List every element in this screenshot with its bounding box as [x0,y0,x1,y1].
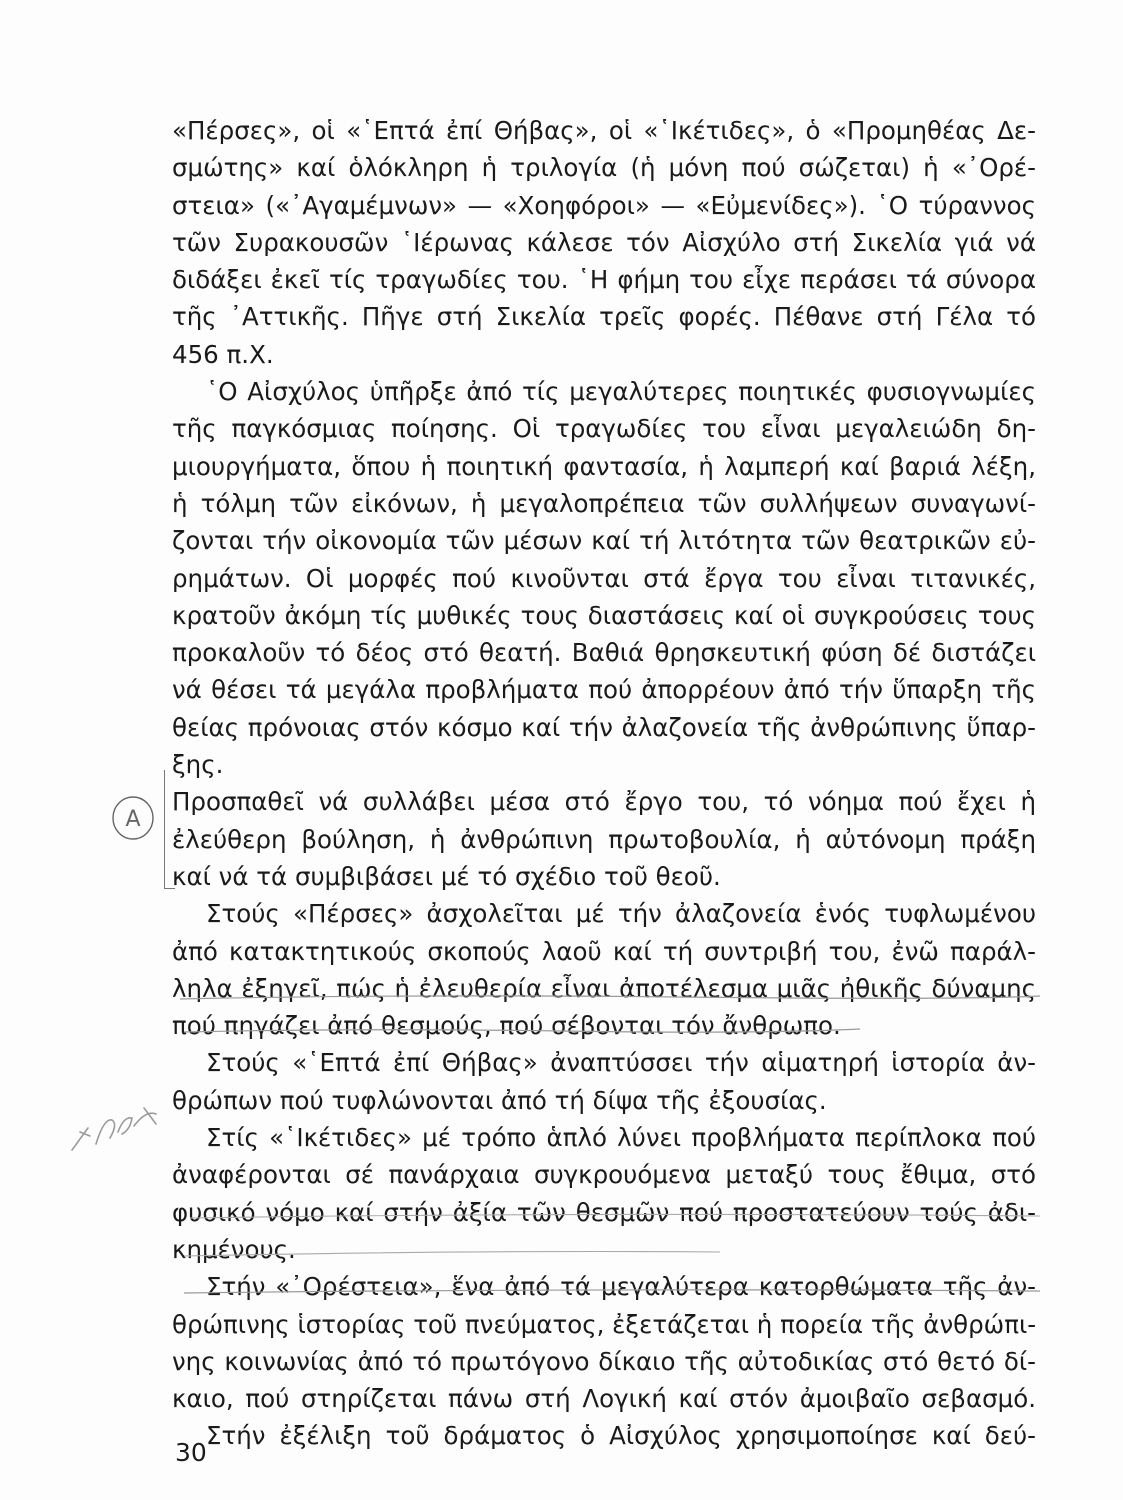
text-line: πού πηγάζει ἀπό θεσμούς, πού σέβονται τόν ἄνθρωπο. [172,1011,841,1041]
margin-bracket [164,770,175,889]
text-line: ρημάτων. Οἱ μορφές πού κινοῦνται στά ἔργα του εἶναι τιτανικές, [172,563,1036,593]
text-line: ζονται τήν οἰκονομία τῶν μέσων καί τή λιτότητα τῶν θεατρικῶν εὐ- [172,526,1036,556]
text-line: Στούς «Πέρσες» ἀσχολεῖται μέ τήν ἀλαζονεία ἑνός τυφλωμένου [206,899,1036,929]
text-line: κημένους. [172,1234,296,1264]
text-line: ἡ τόλμη τῶν εἰκόνων, ἡ μεγαλοπρέπεια τῶν συλλήψεων συναγωνί- [172,488,1036,518]
body-text [172,112,1036,1455]
text-line: «Πέρσες», οἱ «῾Επτά ἐπί Θήβας», οἱ «῾Ικέτιδες», ὁ «Προμηθέας Δε- [172,116,1036,145]
text-line: ἐλεύθερη βούληση, ἡ ἀνθρώπινη πρωτοβουλία, ἡ αὐτόνομη πράξη [172,824,1036,854]
text-line: Προσπαθεῖ νά συλλάβει μέσα στό ἔργο του, τό νόημα πού ἔχει ἡ [172,787,1036,817]
text-line: φυσικό νόμο καί στήν ἀξία τῶν θεσμῶν πού προστατεύουν τούς ἀδι- [172,1197,1036,1227]
text-line: θρώπων πού τυφλώνονται ἀπό τή δίψα τῆς ἐξουσίας. [172,1085,827,1115]
text-line: τῶν Συρακουσῶν ῾Ιέρωνας κάλεσε τόν Αἰσχύλο στή Σικελία γιά νά [172,227,1036,257]
text-line: 456 π.Χ. [172,339,274,369]
text-line: ἀναφέρονται σέ πανάρχαια συγκρουόμενα μεταξύ τους ἔθιμα, στό [172,1160,1036,1190]
text-line: προκαλοῦν τό δέος στό θεατή. Βαθιά θρησκευτική φύση δέ διστάζει [172,638,1036,668]
margin-annotation-text: A [125,807,141,832]
text-line: Στήν ἐξέλιξη τοῦ δράματος ὁ Αἰσχύλος χρησιμοποίησε καί δεύ- [206,1421,1036,1451]
text-line: κρατοῦν ἀκόμη τίς μυθικές τους διαστάσεις καί οἱ συγκρούσεις τους [172,600,1036,630]
circled-letter-annotation [110,795,156,841]
handwritten-scribble [60,1080,170,1160]
text-line: ἀπό κατακτητικούς σκοπούς λαοῦ καί τή συντριβή του, ἐνῶ παράλ- [172,936,1036,966]
text-line: καί νά τά συμβιβάσει μέ τό σχέδιο τοῦ θεοῦ. [172,861,721,891]
text-line: τῆς ᾿Αττικῆς. Πῆγε στή Σικελία τρεῖς φορές. Πέθανε στή Γέλα τό [172,302,1036,332]
text-line: καιο, πού στηρίζεται πάνω στή Λογική καί στόν ἀμοιβαῖο σεβασμό. [172,1384,1036,1414]
text-line: τῆς παγκόσμιας ποίησης. Οἱ τραγωδίες του εἶναι μεγαλειώδη δη- [172,414,1036,444]
text-line: ληλα ἐξηγεῖ, πώς ἡ ἐλευθερία εἶναι ἀποτέλεσμα μιᾶς ἠθικῆς δύναμης [172,973,1036,1003]
page-number: 30 [175,1438,207,1467]
text-line: θείας πρόνοιας στόν κόσμο καί τήν ἀλαζονεία τῆς ἀνθρώπινης ὕπαρ- [172,712,1036,742]
text-line: μιουργήματα, ὅπου ἡ ποιητική φαντασία, ἡ λαμπερή καί βαριά λέξη, [172,451,1036,481]
text-line: Στήν «᾿Ορέστεια», ἕνα ἀπό τά μεγαλύτερα κατορθώματα τῆς ἀν- [206,1272,1036,1302]
text-line: στεια» («᾿Αγαμέμνων» — «Χοηφόροι» — «Εὐμενίδες»). ῾Ο τύραννος [172,190,1036,220]
text-line: Στίς «῾Ικέτιδες» μέ τρόπο ἁπλό λύνει προβλήματα περίπλοκα πού [206,1123,1036,1153]
text-line: διδάξει ἐκεῖ τίς τραγωδίες του. ῾Η φήμη του εἶχε περάσει τά σύνορα [172,265,1036,295]
text-line: σμώτης» καί ὁλόκληρη ἡ τριλογία (ἡ μόνη πού σώζεται) ἡ «᾿Ορέ- [172,153,1036,183]
text-line: ξης. [172,750,224,780]
text-line: νης κοινωνίας ἀπό τό πρωτόγονο δίκαιο τῆς αὐτοδικίας στό θετό δί- [172,1346,1036,1376]
text-line: ῾Ο Αἰσχύλος ὑπῆρξε ἀπό τίς μεγαλύτερες ποιητικές φυσιογνωμίες [206,377,1036,407]
text-line: θρώπινης ἱστορίας τοῦ πνεύματος, ἐξετάζεται ἡ πορεία τῆς ἀνθρώπι- [172,1309,1037,1339]
text-line: νά θέσει τά μεγάλα προβλήματα πού ἀπορρέουν ἀπό τήν ὕπαρξη τῆς [172,675,1036,705]
text-line: Στούς «῾Επτά ἐπί Θήβας» ἀναπτύσσει τήν αἱματηρή ἱστορία ἀν- [206,1048,1036,1078]
